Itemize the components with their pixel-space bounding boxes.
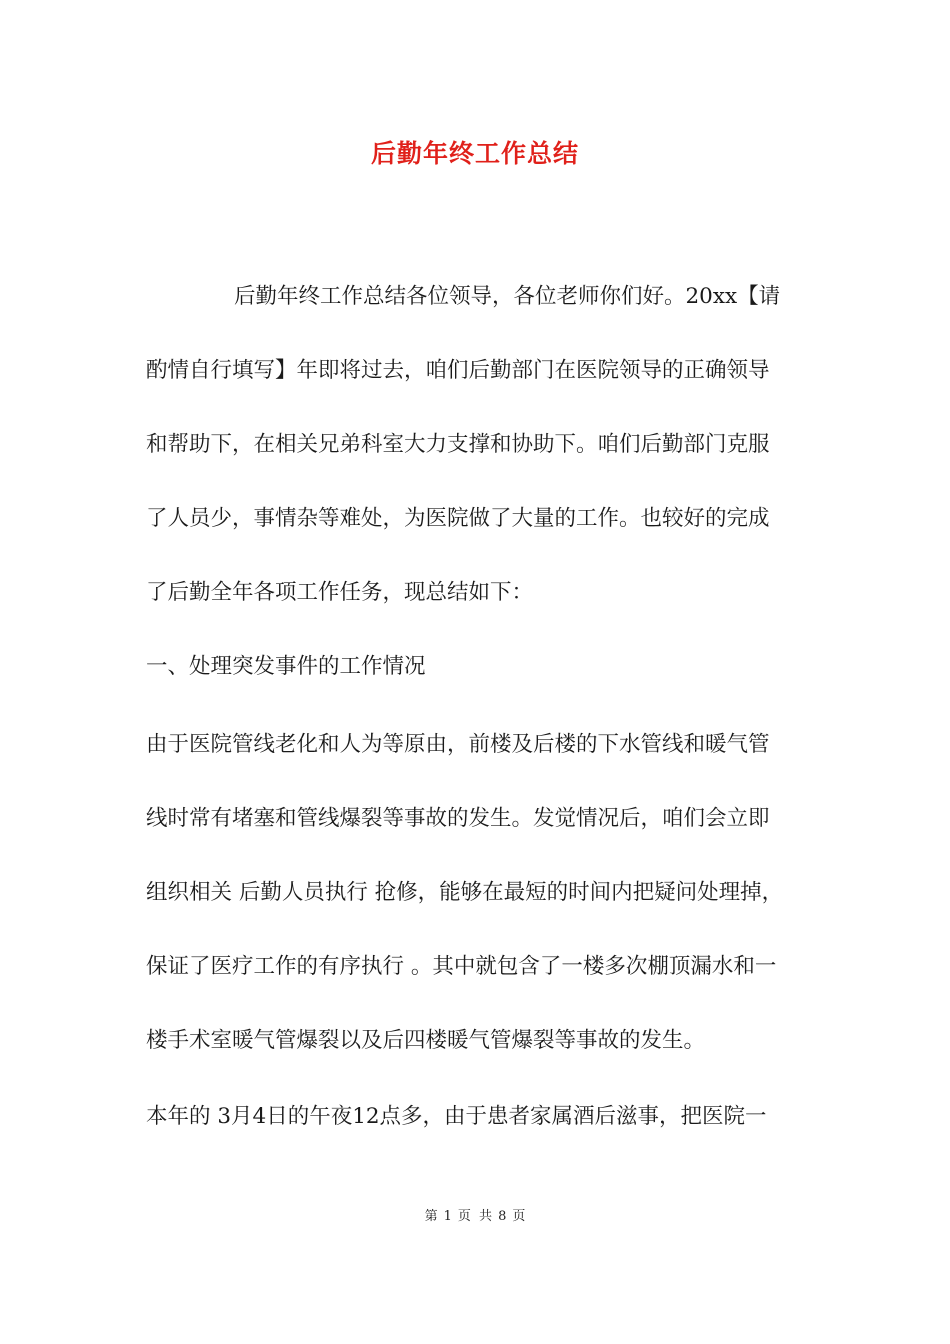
paragraph-line-7: 由于医院管线老化和人为等原由，前楼及后楼的下水管线和暖气管 bbox=[146, 732, 770, 757]
paragraph-line-9: 组织相关 后勤人员执行 抢修，能够在最短的时间内把疑问处理掉， bbox=[146, 880, 784, 905]
section-heading-1: 一、处理突发事件的工作情况 bbox=[146, 654, 426, 679]
paragraph-line-8: 线时常有堵塞和管线爆裂等事故的发生。发觉情况后，咱们会立即 bbox=[146, 806, 770, 831]
paragraph-line-4: 了人员少，事情杂等难处，为医院做了大量的工作。也较好的完成 bbox=[146, 506, 770, 531]
paragraph-line-11: 楼手术室暖气管爆裂以及后四楼暖气管爆裂等事故的发生。 bbox=[146, 1028, 706, 1053]
footer-page-number: 1 bbox=[443, 1209, 452, 1224]
footer-mid: 页 共 bbox=[457, 1209, 493, 1224]
paragraph-line-2: 酌情自行填写】年即将过去，咱们后勤部门在医院领导的正确领导 bbox=[146, 358, 770, 383]
footer-prefix: 第 bbox=[424, 1209, 438, 1224]
paragraph-line-3: 和帮助下，在相关兄弟科室大力支撑和协助下。咱们后勤部门克服 bbox=[146, 432, 770, 457]
paragraph-line-10: 保证了医疗工作的有序执行 。其中就包含了一楼多次棚顶漏水和一 bbox=[146, 954, 777, 979]
paragraph-line-5: 了后勤全年各项工作任务，现总结如下： bbox=[146, 580, 534, 605]
footer-suffix: 页 bbox=[512, 1209, 526, 1224]
paragraph-line-1: 后勤年终工作总结各位领导，各位老师你们好。20xx【请 bbox=[234, 284, 781, 309]
document-title: 后勤年终工作总结 bbox=[370, 139, 579, 168]
footer-page-total: 8 bbox=[498, 1209, 507, 1224]
paragraph-line-12: 本年的 3月4日的午夜12点多，由于患者家属酒后滋事，把医院一 bbox=[146, 1104, 767, 1129]
page-footer bbox=[0, 1208, 950, 1226]
